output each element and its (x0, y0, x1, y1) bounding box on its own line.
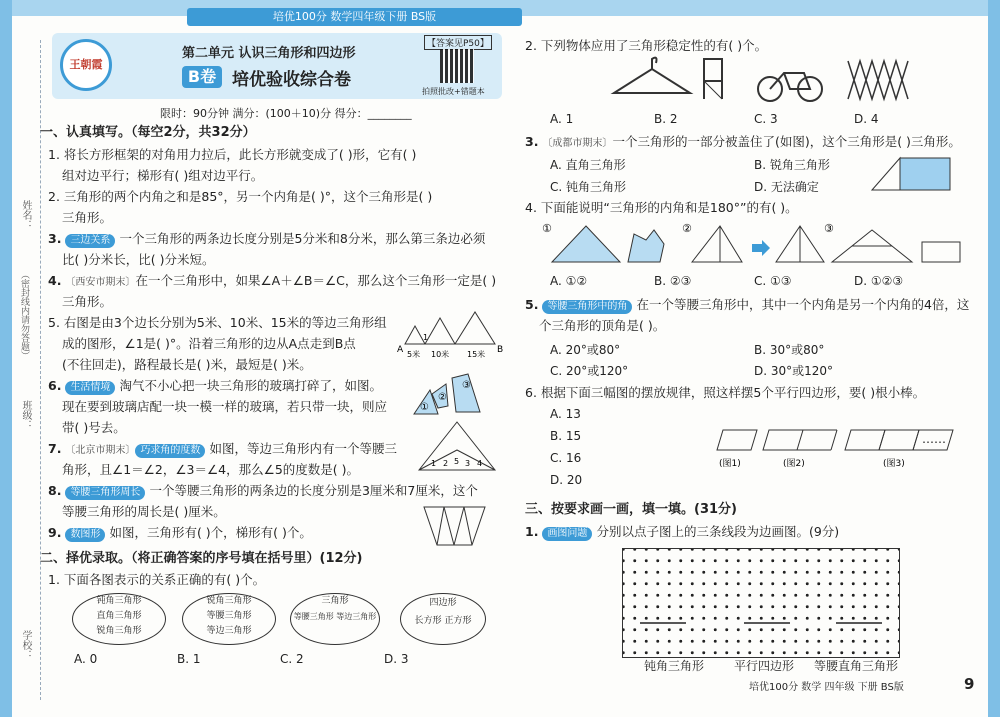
venn-2 (182, 593, 276, 645)
section-1-heading: 一、认真填写。（每空2分，共32分） (40, 125, 256, 140)
dot-label-parallelogram: 平行四边形 (734, 659, 795, 673)
s3q1: 1. 画图问题 分别以点子图上的三条线段为边画图。(9分) (525, 524, 840, 539)
s2q4-fig-2: ② (682, 222, 692, 235)
q6-piece-2: ② (438, 392, 447, 403)
q3-line1: 一个三角形的两条边长度分别是5分米和8分米，那么第三条边必须 (119, 231, 486, 246)
s2q6-ellipsis: …… (922, 432, 946, 446)
q5-label-b: B (497, 345, 504, 355)
q6-line1: 淘气不小心把一块三角形的玻璃打碎了，如图。 (119, 378, 382, 393)
s2q3-option-c[interactable]: C. 钝角三角形 (550, 180, 627, 194)
q7-angle-1: 1 (431, 459, 437, 468)
venn-2-middle: 等腰三角形 (206, 611, 252, 621)
s2q3-option-d[interactable]: D. 无法确定 (754, 180, 819, 194)
top-banner: 培优100分 数学四年级下册 BS版 (187, 8, 522, 26)
q5-label-10m: 10米 (431, 350, 450, 359)
q8: 8. 等腰三角形周长 一个等腰三角形的两条边的长度分别是3厘米和7厘米，这个 (48, 483, 478, 498)
q7-source: 〔北京市期末〕 (65, 445, 136, 456)
s2q1-text: 1. 下面各图表示的关系正确的有( )个。 (48, 572, 266, 587)
header-panel (52, 33, 502, 99)
s2q5-option-c[interactable]: C. 20°或120° (550, 364, 629, 378)
q5-label-5m: 5米 (407, 350, 421, 359)
venn-1 (72, 593, 166, 645)
q1-line1: 1. 将长方形框架的对角用力拉后，此长方形就变成了( )形，它有( ) (48, 147, 417, 162)
s2q3-option-a[interactable]: A. 直角三角形 (550, 158, 626, 172)
venn-3-right: 等边三角形 (336, 612, 377, 621)
venn-3-left: 等腰三角形 (293, 612, 334, 621)
q3-line2: 比( )分米长，比( )分米短。 (62, 252, 215, 267)
exam-meta: 限时：90分钟 满分：(100＋10)分 得分：________ (160, 107, 412, 120)
q4-line1: 在一个三角形中，如果∠A＋∠B＝∠C，那么这个三角形一定是( ) (135, 273, 497, 288)
s3q1-text: 分别以点子图上的三条线段为边画图。(9分) (596, 524, 840, 539)
venn-1-outer: 钝角三角形 (96, 596, 142, 606)
q6-line3: 带( )号去。 (62, 420, 126, 435)
q7-angle-2: 2 (443, 459, 449, 468)
q7: 7. 〔北京市期末〕 巧求角的度数 如图，等边三角形内有一个等腰三 (48, 441, 397, 456)
paper-title: 培优验收综合卷 (232, 70, 351, 90)
section-2-heading: 二、择优录取。（将正确答案的序号填在括号里）(12分) (40, 551, 363, 566)
name-label: 姓名： (20, 200, 31, 230)
s2q1-venn-row (62, 593, 492, 645)
page-number: 9 (964, 675, 975, 693)
s2q6-option-d[interactable]: D. 20 (550, 473, 583, 487)
s2q1-option-a[interactable]: A. 0 (74, 652, 98, 666)
q7-triangle-figure (417, 420, 497, 472)
q4-line2: 三角形。 (62, 294, 113, 309)
q4-source: 〔西安市期末〕 (65, 277, 136, 288)
q5-label-15m: 15米 (467, 350, 486, 359)
q1-line2: 组对边平行；梯形有( )组对边平行。 (62, 168, 264, 183)
s2q4-option-d[interactable]: D. ①②③ (854, 274, 904, 288)
s2q2-text: 2. 下列物体应用了三角形稳定性的有( )个。 (525, 38, 768, 53)
s2q6-option-b[interactable]: B. 15 (550, 429, 582, 443)
venn-4-outer: 四边形 (429, 598, 457, 608)
school-label: 学校： (20, 630, 31, 660)
q9-shape-figure (422, 505, 487, 547)
q6-line2: 现在要到玻璃店配一块一模一样的玻璃，若只带一块，则应 (62, 399, 388, 414)
q7-tag: 巧求角的度数 (135, 444, 205, 458)
s2q3: 3. 〔成都市期末〕一个三角形的一部分被盖住了(如图)，这个三角形是( )三角形。 (525, 134, 961, 149)
s2q5-option-a[interactable]: A. 20°或80° (550, 343, 621, 357)
q3-tag: 三边关系 (65, 234, 115, 248)
s2q4-fig-1: ① (542, 222, 552, 235)
s2q6-text: 6. 根据下面三幅图的摆放规律，照这样摆5个平行四边形，要( )根小棒。 (525, 385, 926, 400)
s2q3-covered-triangle (870, 156, 952, 192)
s2q3-text: 一个三角形的一部分被盖住了(如图)，这个三角形是( )三角形。 (612, 134, 961, 149)
venn-1-inner: 锐角三角形 (96, 626, 142, 636)
s2q6-fig-1: (图1) (719, 459, 741, 469)
s2q5-option-b[interactable]: B. 30°或80° (754, 343, 825, 357)
s2q4-option-c[interactable]: C. ①③ (754, 274, 792, 288)
s2q2-objects-figure (612, 55, 952, 103)
s2q1-option-b[interactable]: B. 1 (177, 652, 201, 666)
dot-label-isosceles-right: 等腰直角三角形 (814, 659, 899, 673)
s2q5-line2: 个三角形的顶角是( )。 (539, 318, 666, 333)
q7-angle-4: 4 (477, 459, 483, 468)
q7-line2: 角形，且∠1＝∠2，∠3＝∠4，那么∠5的度数是( )。 (62, 462, 360, 477)
q7-angle-5: 5 (454, 457, 460, 466)
q7-angle-3: 3 (465, 459, 471, 468)
venn-4-right: 正方形 (444, 616, 472, 626)
worksheet-page (12, 0, 988, 717)
class-label: 班级： (20, 400, 31, 430)
q2-line2: 三角形。 (62, 210, 113, 225)
s2q4-fig-3: ③ (824, 222, 834, 235)
unit-title: 第二单元 认识三角形和四边形 (182, 46, 356, 61)
s2q2-option-b[interactable]: B. 2 (654, 112, 678, 126)
q8-line1: 一个等腰三角形的两条边的长度分别是3厘米和7厘米，这个 (149, 483, 478, 498)
q6: 6. 生活情境 淘气不小心把一块三角形的玻璃打碎了，如图。 (48, 378, 382, 393)
q5-label-a: A (397, 345, 404, 355)
q4: 4. 〔西安市期末〕在一个三角形中，如果∠A＋∠B＝∠C，那么这个三角形一定是( ) (48, 273, 497, 288)
dot-grid-segments (622, 548, 898, 656)
footer-text: 培优100分 数学 四年级 下册 BS版 (749, 682, 904, 693)
q9-line1: 如图，三角形有( )个，梯形有( )个。 (109, 525, 312, 540)
paper-badge: B卷 (182, 66, 222, 88)
venn-1-middle: 直角三角形 (96, 611, 142, 621)
q5-triangles-figure (397, 312, 502, 362)
s2q4-option-b[interactable]: B. ②③ (654, 274, 692, 288)
venn-3-outer: 三角形 (321, 596, 349, 606)
venn-2-inner: 等边三角形 (206, 626, 252, 636)
q7-line1: 如图，等边三角形内有一个等腰三 (209, 441, 397, 456)
s2q2-option-d[interactable]: D. 4 (854, 112, 879, 126)
answer-reference: 【答案见P50】 (424, 35, 492, 50)
q5-angle-1: 1 (423, 333, 429, 342)
qr-caption: 拍照批改+错题本 (422, 87, 485, 96)
s2q1-option-d[interactable]: D. 3 (384, 652, 409, 666)
s2q6-stick-pattern (717, 428, 957, 472)
s3q1-tag: 画图问题 (542, 527, 592, 541)
s2q3-source: 〔成都市期末〕 (542, 138, 613, 149)
s2q4-text: 4. 下面能说明“三角形的内角和是180°”的有( )。 (525, 200, 798, 215)
s2q1-option-c[interactable]: C. 2 (280, 652, 304, 666)
q5-line3: (不往回走)，路程最长是( )米，最短是( )米。 (62, 357, 312, 372)
s2q6-option-a[interactable]: A. 13 (550, 407, 581, 421)
seal-note: （密封线内请勿答题） (19, 270, 29, 360)
venn-3 (290, 593, 380, 645)
s2q5-line1: 在一个等腰三角形中，其中一个内角是另一个内角的4倍，这 (636, 297, 970, 312)
venn-2-outer: 锐角三角形 (206, 596, 252, 606)
q9-tag: 数图形 (65, 528, 105, 542)
s2q4-option-a[interactable]: A. ①② (550, 274, 588, 288)
venn-4 (400, 593, 486, 645)
q5-line1: 5. 右图是由3个边长分别为5米、10米、15米的等边三角形组 (48, 315, 387, 330)
q8-tag: 等腰三角形周长 (65, 486, 145, 500)
q8-line2: 等腰三角形的周长是( )厘米。 (62, 504, 226, 519)
qr-code[interactable] (440, 49, 474, 83)
q2-line1: 2. 三角形的两个内角之和是85°，另一个内角是( )°，这个三角形是( ) (48, 189, 433, 204)
q6-glass-figure (412, 372, 482, 422)
q6-piece-3: ③ (462, 380, 471, 391)
venn-4-left: 长方形 (414, 616, 442, 626)
q5-line2: 成的图形，∠1是( )°。沿着三角形的边从A点走到B点 (62, 336, 356, 351)
s2q6-fig-3: (图3) (883, 459, 905, 469)
s2q5: 5. 等腰三角形中的角 在一个等腰三角形中，其中一个内角是另一个内角的4倍，这 (525, 297, 970, 312)
dot-label-obtuse: 钝角三角形 (644, 659, 705, 673)
s2q2-option-a[interactable]: A. 1 (550, 112, 574, 126)
s2q5-tag: 等腰三角形中的角 (542, 300, 632, 314)
s2q2-option-c[interactable]: C. 3 (754, 112, 778, 126)
s2q6-fig-2: (图2) (783, 459, 805, 469)
s2q6-option-c[interactable]: C. 16 (550, 451, 582, 465)
section-3-heading: 三、按要求画一画，填一填。(31分) (525, 502, 737, 517)
q6-tag: 生活情境 (65, 381, 115, 395)
q9: 9. 数图形 如图，三角形有( )个，梯形有( )个。 (48, 525, 312, 540)
s2q5-option-d[interactable]: D. 30°或120° (754, 364, 834, 378)
s2q3-option-b[interactable]: B. 锐角三角形 (754, 158, 830, 172)
s2q4-angle-sum-figure (542, 222, 962, 266)
q3: 3. 三边关系 一个三角形的两条边长度分别是5分米和8分米，那么第三条边必须 (48, 231, 486, 246)
publisher-logo: 王朝霞 (60, 39, 112, 91)
q6-piece-1: ① (420, 402, 429, 413)
